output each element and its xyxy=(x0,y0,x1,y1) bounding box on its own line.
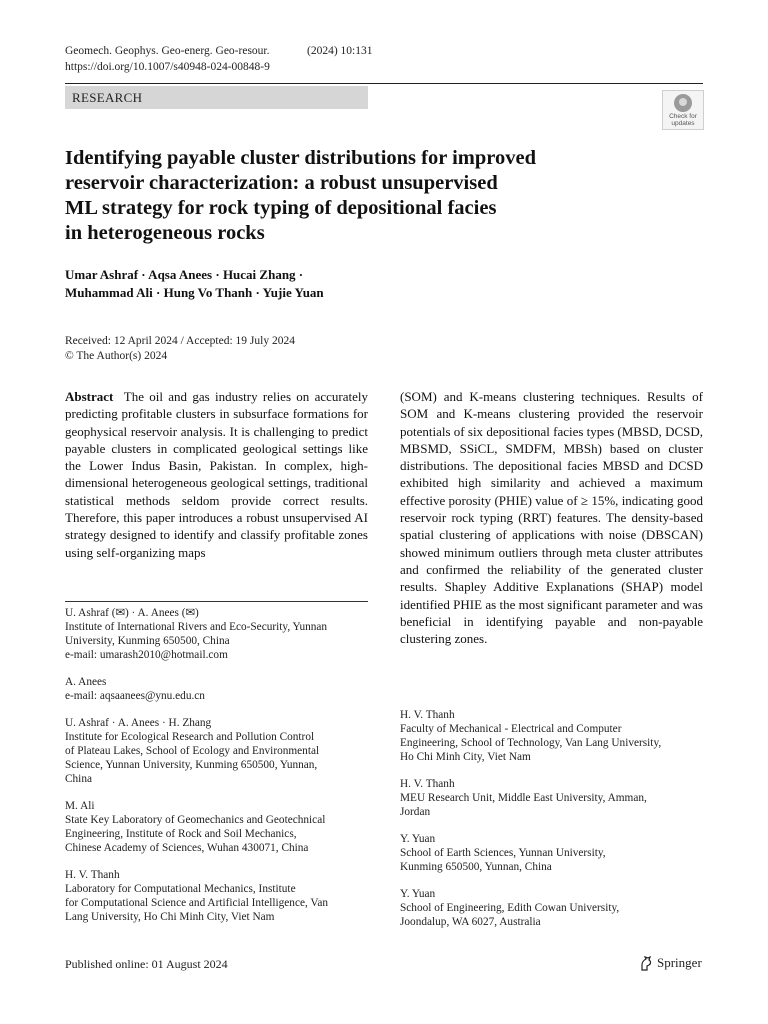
affiliation-line: State Key Laboratory of Geomechanics and Geotechnical xyxy=(65,814,326,826)
article-type-banner: RESEARCH xyxy=(65,86,368,109)
affiliation-line: Kunming 650500, Yunnan, China xyxy=(400,861,552,873)
affiliation-line: Joondalup, WA 6027, Australia xyxy=(400,916,541,928)
affiliation-line: Ho Chi Minh City, Viet Nam xyxy=(400,751,531,763)
abstract-heading: Abstract xyxy=(65,389,114,404)
author-list xyxy=(65,266,565,302)
abstract-text-left: The oil and gas industry relies on accurately predicting profitable clusters in subsurface formations for geophysical reservoir analysis. It is challenging to predict payable clusters in complicated geological settings like the Lower Indus Basin, Pakistan. In complex, high-dimensional heterogeneous geological settings, traditional statistical methods seldom provide correct results. Therefore, this paper introduces a robust unsupervised AI strategy designed to identify and classify profitable zones using self-organizing maps xyxy=(65,389,369,560)
affiliation-names: U. Ashraf (✉) · A. Anees (✉) xyxy=(65,607,199,619)
published-online: Published online: 01 August 2024 xyxy=(65,957,228,971)
check-for-updates-badge[interactable] xyxy=(662,90,704,130)
affiliation-line: School of Engineering, Edith Cowan University, xyxy=(400,902,620,914)
footnote-rule xyxy=(65,601,368,602)
check-updates-label-2: updates xyxy=(671,120,695,127)
doi-link[interactable]: https://doi.org/10.1007/s40948-024-00848-9 xyxy=(65,61,270,73)
title-line: in heterogeneous rocks xyxy=(65,222,265,244)
affiliation-line: Lang University, Ho Chi Minh City, Viet Nam xyxy=(65,911,275,923)
affiliation-block xyxy=(400,777,700,819)
affiliation-block xyxy=(65,606,365,662)
affiliation-names: A. Anees xyxy=(65,676,107,688)
affiliation-block xyxy=(65,868,365,924)
affiliation-names: M. Ali xyxy=(65,800,95,812)
affiliation-line: School of Earth Sciences, Yunnan University, xyxy=(400,847,606,859)
article-title xyxy=(65,146,625,246)
check-updates-icon xyxy=(674,94,692,112)
affiliation-line: Engineering, Institute of Rock and Soil Mechanics, xyxy=(65,828,297,840)
affiliation-line: Faculty of Mechanical - Electrical and Computer xyxy=(400,723,622,735)
check-updates-label-1: Check for xyxy=(669,113,697,120)
affiliation-line: China xyxy=(65,773,92,785)
email-link[interactable]: e-mail: aqsaanees@ynu.edu.cn xyxy=(65,690,205,702)
affiliation-names: H. V. Thanh xyxy=(400,778,455,790)
affiliation-block xyxy=(400,708,700,764)
affiliation-block xyxy=(65,799,365,855)
affiliation-line: University, Kunming 650500, China xyxy=(65,635,230,647)
journal-header xyxy=(65,43,269,59)
copyright-line: © The Author(s) 2024 xyxy=(65,350,168,362)
affiliation-block xyxy=(400,832,700,874)
affiliations-left xyxy=(65,606,365,937)
affiliation-line: of Plateau Lakes, School of Ecology and Environmental xyxy=(65,745,320,757)
affiliation-block xyxy=(65,716,365,786)
author-line: Umar Ashraf · Aqsa Anees · Hucai Zhang · xyxy=(65,267,304,282)
affiliation-line: Institute of International Rivers and Eco-Security, Yunnan xyxy=(65,621,328,633)
affiliation-line: Institute for Ecological Research and Pollution Control xyxy=(65,731,315,743)
affiliation-names: Y. Yuan xyxy=(400,888,436,900)
email-link[interactable]: e-mail: umarash2010@hotmail.com xyxy=(65,649,228,661)
citation-volume: (2024) 10:131 xyxy=(307,45,373,57)
affiliation-line: Engineering, School of Technology, Van Lang University, xyxy=(400,737,662,749)
publisher-logo[interactable] xyxy=(639,955,702,971)
received-accepted-dates: Received: 12 April 2024 / Accepted: 19 July 2024 xyxy=(65,335,295,347)
affiliation-block xyxy=(65,675,365,703)
springer-horse-icon xyxy=(639,956,653,971)
affiliation-block xyxy=(400,887,700,929)
affiliation-line: Laboratory for Computational Mechanics, Institute xyxy=(65,883,296,895)
title-line: Identifying payable cluster distributions for improved xyxy=(65,147,536,169)
affiliation-names: U. Ashraf · A. Anees · H. Zhang xyxy=(65,717,212,729)
affiliations-right xyxy=(400,708,700,942)
citation-info xyxy=(307,43,372,59)
affiliation-line: for Computational Science and Artificial Intelligence, Van xyxy=(65,897,328,909)
affiliation-line: Chinese Academy of Sciences, Wuhan 430071, China xyxy=(65,842,309,854)
journal-name: Geomech. Geophys. Geo-energ. Geo-resour. xyxy=(65,45,270,57)
affiliation-names: H. V. Thanh xyxy=(400,709,455,721)
publisher-name: Springer xyxy=(657,955,702,970)
affiliation-line: Jordan xyxy=(400,806,431,818)
abstract-right-column xyxy=(400,388,703,647)
abstract-text-right: (SOM) and K-means clustering techniques. Results of SOM and K-means clustering provided the reservoir potentials of six depositional facies types (MBSD, DCSD, MBSMD, SSiCL, SMDFM, MBSh) based on cluster distributions. The depositional facies MBSD and DCSD exhibited high similarity and achieved a maximum effective porosity (PHIE) value of ≥ 15%, indicating good reservoir rock typing (RRT) features. The density-based spatial clustering of applications with noise (DBSCAN) showed minimum outliers through meta cluster attributes and confirmed the reliability of the generated cluster results. Shapley Additive Explanations (SHAP) model identified PHIE as the most significant parameter and was beneficial in identifying payable and non-payable clustering zones. xyxy=(400,389,703,647)
affiliation-line: MEU Research Unit, Middle East University, Amman, xyxy=(400,792,647,804)
affiliation-names: H. V. Thanh xyxy=(65,869,120,881)
author-line: Muhammad Ali · Hung Vo Thanh · Yujie Yuan xyxy=(65,285,324,300)
header-rule xyxy=(65,83,703,84)
affiliation-line: Science, Yunnan University, Kunming 650500, Yunnan, xyxy=(65,759,318,771)
affiliation-names: Y. Yuan xyxy=(400,833,436,845)
title-line: ML strategy for rock typing of depositional facies xyxy=(65,197,497,219)
title-line: reservoir characterization: a robust unsupervised xyxy=(65,172,498,194)
abstract-left-column xyxy=(65,388,368,561)
article-dates xyxy=(65,334,295,364)
